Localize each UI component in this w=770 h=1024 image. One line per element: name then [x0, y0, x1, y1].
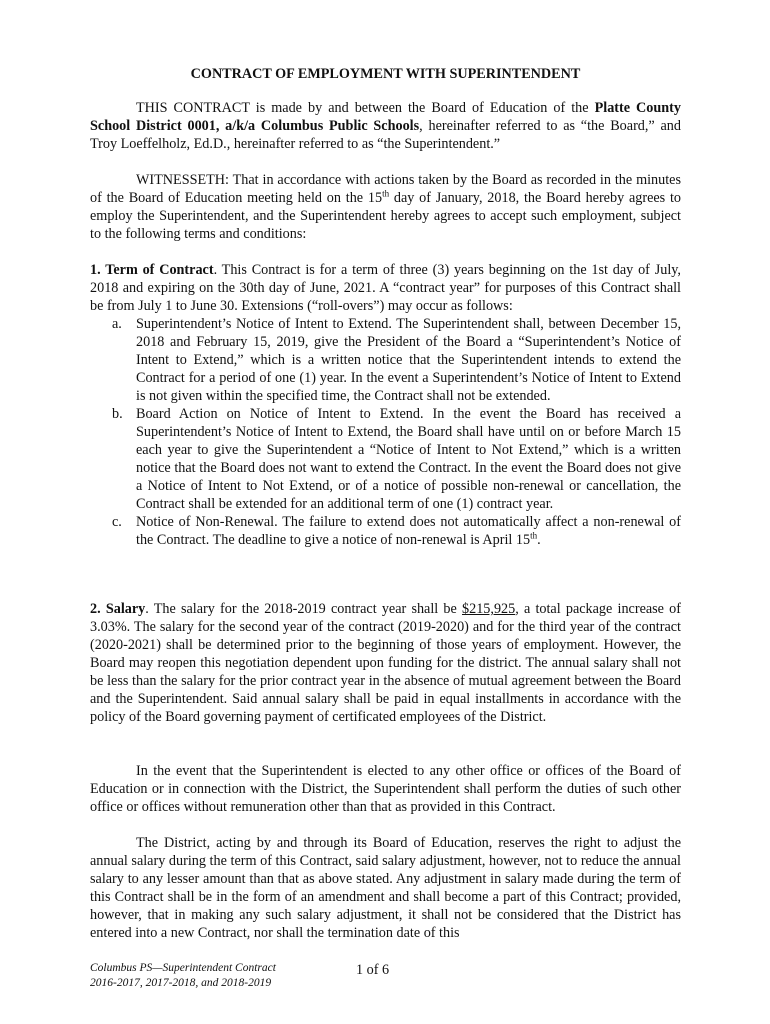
list-marker: c. [112, 514, 122, 530]
elected-office-paragraph: In the event that the Superintendent is elected to any other office or offices of the Board of Education or in connection with the District, the Superintendent shall perform the duties of such other office or offices without remuneration other than that as provided in this Contract. [90, 763, 681, 815]
salary-heading: 2. Salary [90, 601, 146, 617]
term-heading: 1. Term of Contract [90, 262, 214, 278]
list-item-tail: . [537, 532, 541, 548]
list-item [90, 315, 681, 405]
witness-text-2: day of January, 2018, the Board hereby agrees to employ the Superintendent, and the Superintendent hereby agrees to accept such employment, subject to the following terms and conditions: [90, 190, 682, 242]
intro-text-2: , hereinafter referred to as “the Board,” and Troy Loeffelholz, Ed.D., hereinafter referred to as “the Superintendent.” [90, 118, 681, 152]
footer-line-1: Columbus PS—Superintendent Contract [90, 962, 276, 974]
salary-section [90, 600, 681, 726]
list-marker: a. [112, 316, 122, 332]
ordinal-suffix: th [530, 530, 538, 541]
salary-text-1: . The salary for the 2018-2019 contract year shall be [145, 601, 463, 617]
list-item-text: Superintendent’s Notice of Intent to Extend. The Superintendent shall, between December 15, 2018 and February 15, 2019, give the President of the Board a “Superintendent’s Notice of Intent to Extend,” which is a written notice that the Superintendent intends to extend the Contract for a period of one (1) year. In the event a Superintendent’s Notice of Intent to Extend is not given within the specified time, the Contract shall not be extended. [136, 316, 681, 404]
extension-list [90, 315, 681, 549]
page-number: 1 of 6 [356, 962, 390, 978]
footer-caption [90, 961, 276, 991]
intro-text-1: THIS CONTRACT is made by and between the Board of Education of the [136, 100, 595, 116]
document-page [90, 0, 681, 1024]
salary-adjustment-paragraph: The District, acting by and through its Board of Education, reserves the right to adjust the annual salary during the term of this Contract, said salary adjustment, however, not to reduce the annual salary to any lesser amount than that as above stated. Any adjustment in salary made during the term of this Contract shall be in the form of an amendment and shall become a part of this Contract; provided, however, that in making any such salary adjustment, it shall not be considered that the District has entered into a new Contract, nor shall the termination date of this [90, 835, 681, 941]
list-marker: b. [112, 406, 123, 422]
document-title: CONTRACT OF EMPLOYMENT WITH SUPERINTENDENT [190, 66, 581, 82]
footer-line-2: 2016-2017, 2017-2018, and 2018-2019 [90, 977, 272, 989]
list-item-text: Notice of Non-Renewal. The failure to extend does not automatically affect a non-renewal of the Contract. The deadline to give a notice of non-renewal is April 15 [136, 514, 681, 548]
list-item [90, 405, 681, 513]
witness-text-1: WITNESSETH: That in accordance with actions taken by the Board as recorded in the minutes of the Board of Education meeting held on the 15 [90, 172, 681, 206]
term-section [90, 261, 681, 315]
term-text: . This Contract is for a term of three (3) years beginning on the 1st day of July, 2018 and expiring on the 30th day of June, 2021. A “contract year” for purposes of this Contract shall be from July 1 to June 30. Extensions (“roll-overs”) may occur as follows: [90, 262, 681, 314]
list-item [90, 513, 681, 549]
list-item-text: Board Action on Notice of Intent to Extend. In the event the Board has received a Superintendent’s Notice of Intent to Extend, the Board shall have until on or before March 15 each year to give the Superintendent a “Notice of Intent to Not Extend,” which is a written notice that the Board does not want to extend the Contract. In the event the Board does not give a Notice of Intent to Not Extend, or of a notice of possible non-renewal or cancellation, the Contract shall be extended for an additional term of one (1) contract year. [136, 406, 681, 512]
salary-text-2: , a total package increase of 3.03%. The salary for the second year of the contract (2019-2020) and for the third year of the contract (2020-2021) shall be determined prior to the beginning of those years of employment. However, the Board may reopen this negotiation dependent upon funding for the district. The annual salary shall not be less than the salary for the prior contract year in the absence of mutual agreement between the Board and the Superintendent. Said annual salary shall be paid in equal installments in accordance with the policy of the Board governing payment of certificated employees of the District. [90, 601, 681, 725]
intro-paragraph [90, 99, 681, 153]
ordinal-suffix: th [382, 188, 390, 199]
witnesseth-paragraph [90, 171, 681, 243]
salary-amount: $215,925 [462, 601, 516, 617]
district-name: Platte County School District 0001, a/k/a Columbus Public Schools [90, 100, 681, 134]
